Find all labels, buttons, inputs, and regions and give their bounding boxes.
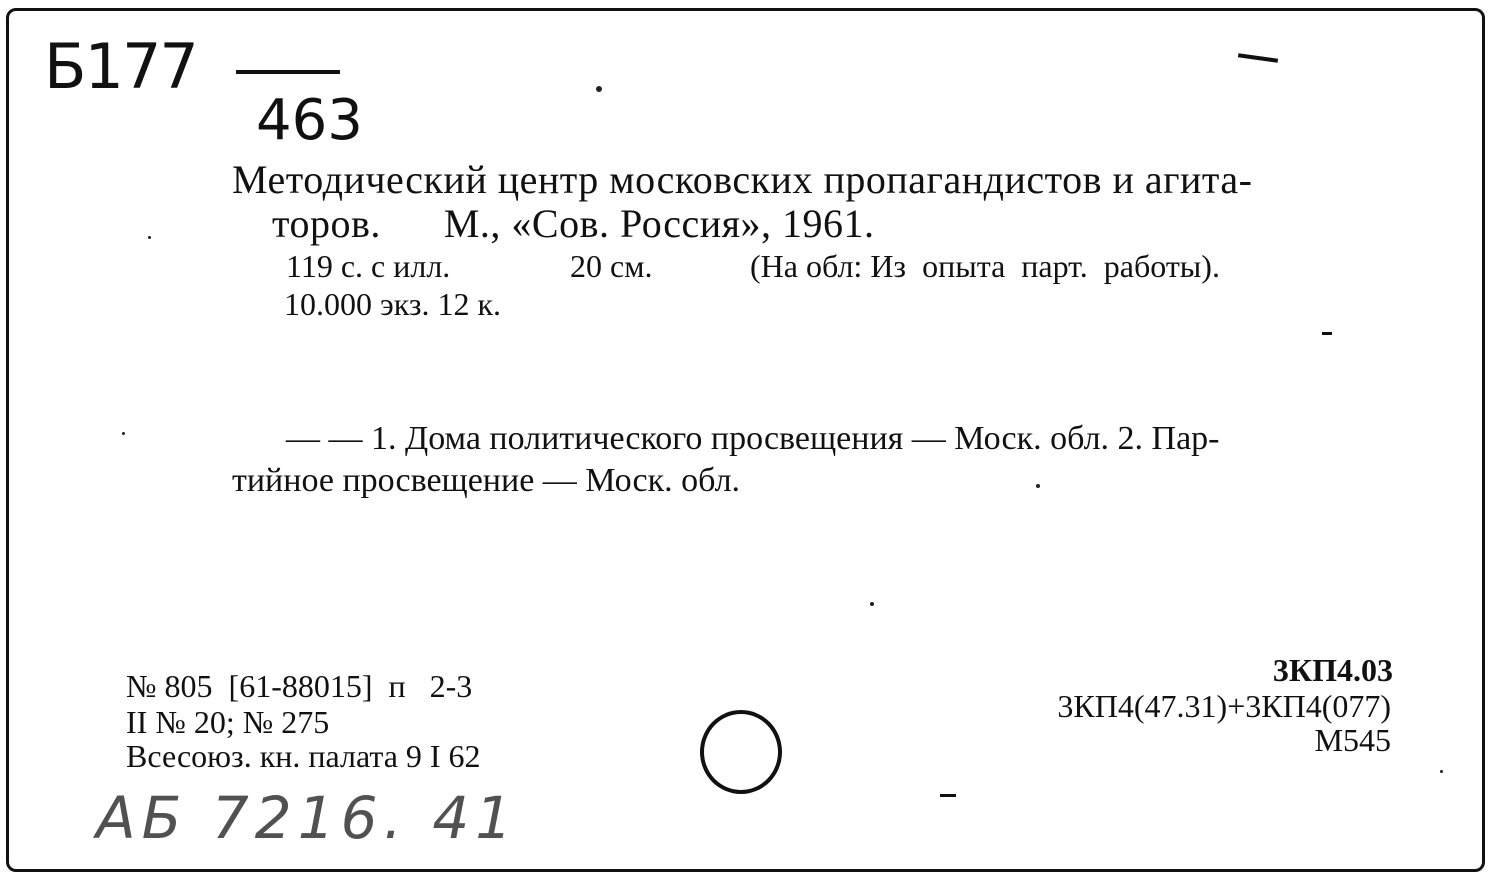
registry-line2: II № 20; № 275 [126,704,330,740]
speck [1440,770,1443,773]
speck-dash [1322,332,1332,335]
speck [1036,484,1040,488]
entry-subjects-line1: — — 1. Дома политического просвещения — Моск. обл. 2. Пар- [286,420,1220,457]
entry-description-pages: 119 с. с илл. [286,248,451,284]
entry-description-size: 20 см. [570,248,653,284]
speck [596,86,602,92]
classification-line1: 3КП4.03 [1272,652,1393,688]
shelfmark-top: Б177 [44,30,197,103]
shelfmark-divider [236,70,340,74]
speck [148,236,151,239]
classification-line2: 3КП4(47.31)+3КП4(077) [1057,688,1391,724]
registry-line3: Всесоюз. кн. палата 9 I 62 [126,738,481,774]
speck-dash [940,794,956,797]
entry-subjects-line2: тийное просвещение — Моск. обл. [232,462,741,499]
registry-line1: № 805 [61-88015] п 2-3 [126,668,473,704]
inventory-number-handwritten: АБ 7216. 41 [96,784,519,852]
entry-title-line1: Методический центр московских пропагандистов и агита- [232,157,1253,202]
speck [870,602,874,606]
punch-hole [700,710,782,794]
classification-line3: М545 [1314,722,1391,758]
shelfmark-bottom: 463 [256,88,363,153]
speck [122,432,125,435]
entry-title-line2: торов. М., «Сов. Россия», 1961. [272,201,875,246]
entry-description-series: (На обл: Из опыта парт. работы). [750,248,1220,284]
entry-description-print-run: 10.000 экз. 12 к. [284,286,502,322]
